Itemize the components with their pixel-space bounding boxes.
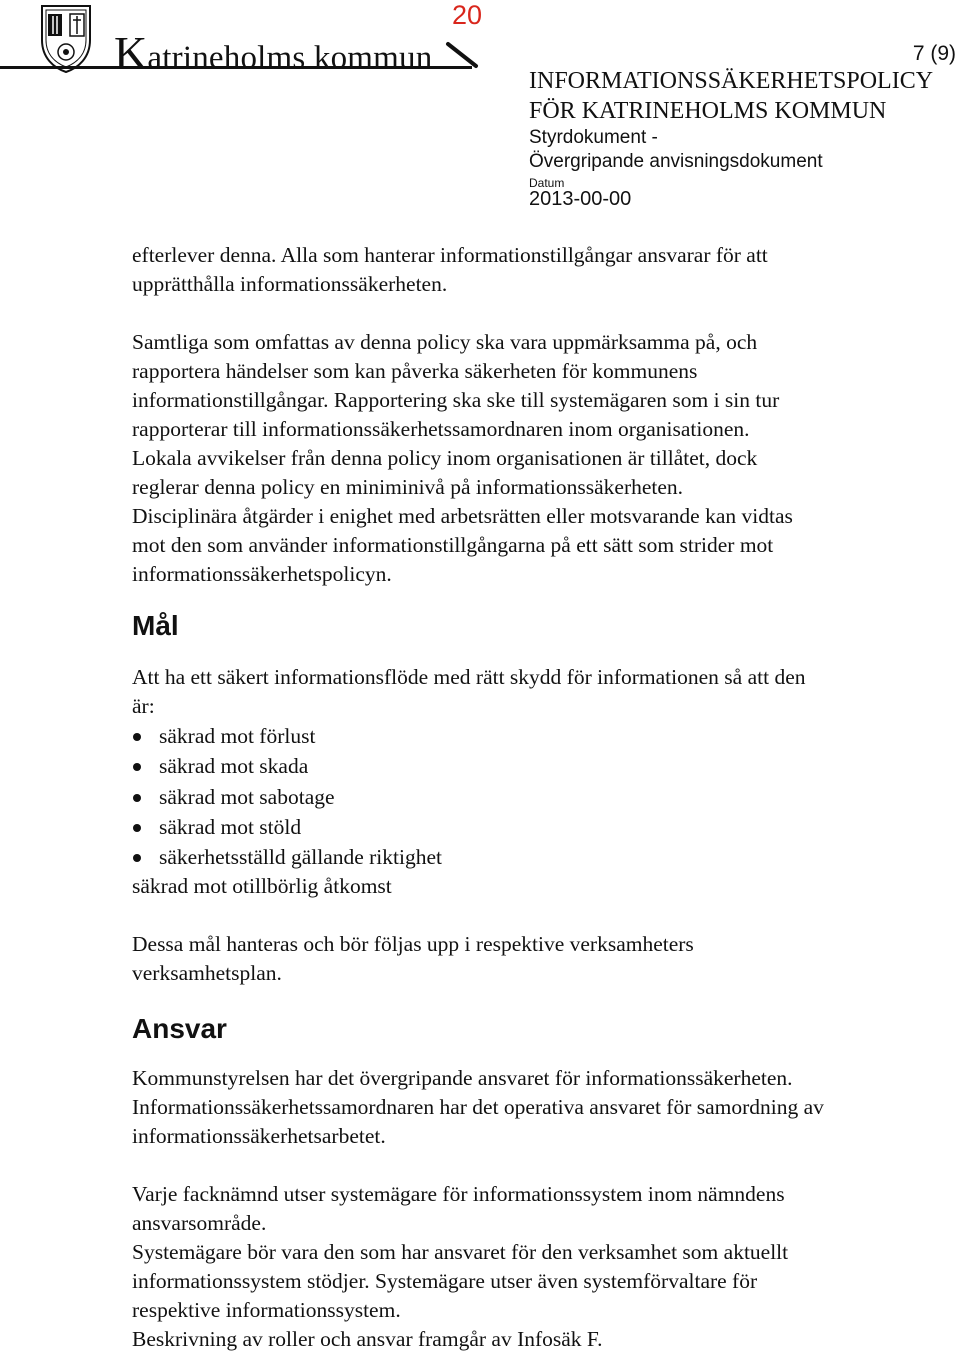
paragraph-line: Kommunstyrelsen har det övergripande ansvaret för informationssäkerheten. (132, 1066, 793, 1091)
brand-rest: atrineholms kommun (147, 40, 433, 76)
paragraph-line: reglerar denna policy en miniminivå på informationssäkerheten. (132, 475, 684, 499)
paragraph-line: rapportera händelser som kan påverka säkerheten för kommunens (132, 359, 698, 383)
date-value: 2013-00-00 (529, 188, 632, 210)
paragraph-line: Varje facknämnd utser systemägare för informationssystem inom nämndens (132, 1182, 785, 1207)
brand-name (114, 26, 432, 79)
list-item: säkrad mot stöld (132, 812, 942, 842)
doc-type-line1: Styrdokument - (529, 127, 658, 148)
goal-outro-line: verksamhetsplan. (132, 961, 282, 986)
doc-title-line1: INFORMATIONSSÄKERHETSPOLICY (529, 68, 934, 94)
list-item: säkerhetsställd gällande riktighet (132, 842, 942, 872)
paragraph-line: informationssäkerhetspolicyn. (132, 562, 392, 586)
paragraph-line: Beskrivning av roller och ansvar framgår av Infosäk F. (132, 1327, 603, 1352)
goal-heading: Mål (132, 610, 179, 641)
responsibility-heading: Ansvar (132, 1013, 227, 1045)
paragraph-line: informationssäkerhetsarbetet. (132, 1124, 386, 1149)
intro-line: upprätthålla informationssäkerheten. (132, 272, 448, 296)
paragraph-line: mot den som använder informationstillgångarna på ett sätt som strider mot (132, 533, 774, 557)
header-slash-decoration (440, 40, 500, 70)
document-body (132, 241, 942, 1354)
bullet-icon (133, 794, 141, 802)
paragraph-line: informationssystem stödjer. Systemägare utser även systemförvaltare för (132, 1269, 758, 1294)
paragraph-line: ansvarsområde. (132, 1211, 267, 1236)
list-item: säkrad mot sabotage (132, 782, 942, 812)
bullet-icon (133, 824, 141, 832)
paragraph-line: Informationssäkerhetssamordnaren har det operativa ansvaret för samordning av (132, 1095, 824, 1120)
paragraph-line: Disciplinära åtgärder i enighet med arbetsrätten eller motsvarande kan vidtas (132, 504, 793, 528)
page-count: 7 (9) (912, 42, 956, 65)
intro-line: efterlever denna. Alla som hanterar informationstillgångar ansvarar för att (132, 243, 768, 267)
doc-type-line2: Övergripande anvisningsdokument (529, 151, 823, 172)
paragraph-line: respektive informationssystem. (132, 1298, 401, 1323)
goal-intro-line: är: (132, 694, 155, 718)
goal-outro-line: Dessa mål hanteras och bör följas upp i respektive verksamheters (132, 932, 694, 957)
goal-extra: säkrad mot otillbörlig åtkomst (132, 874, 392, 899)
list-item: säkrad mot förlust (132, 721, 942, 751)
page-number-badge: 20 (452, 0, 483, 30)
brand-initial: K (114, 27, 148, 78)
bullet-icon (133, 763, 141, 771)
municipal-coat-of-arms-icon (36, 2, 96, 74)
bullet-icon (133, 854, 141, 862)
paragraph-line: informationstillgångar. Rapportering ska ske till systemägaren som i sin tur (132, 388, 780, 412)
paragraph-line: Systemägare bör vara den som har ansvaret för den verksamhet som aktuellt (132, 1240, 789, 1265)
date-label: Datum (529, 176, 565, 190)
list-item: säkrad mot skada (132, 751, 942, 781)
paragraph-line: Lokala avvikelser från denna policy inom organisationen är tillåtet, dock (132, 446, 758, 470)
doc-title-line2: FÖR KATRINEHOLMS KOMMUN (529, 98, 887, 124)
goal-intro-line: Att ha ett säkert informationsflöde med rätt skydd för informationen så att den (132, 665, 806, 689)
goal-list (132, 721, 942, 872)
paragraph-line: Samtliga som omfattas av denna policy ska vara uppmärksamma på, och (132, 330, 758, 354)
bullet-icon (133, 733, 141, 741)
paragraph-line: rapporterar till informationssäkerhetssamordnaren inom organisationen. (132, 417, 750, 441)
